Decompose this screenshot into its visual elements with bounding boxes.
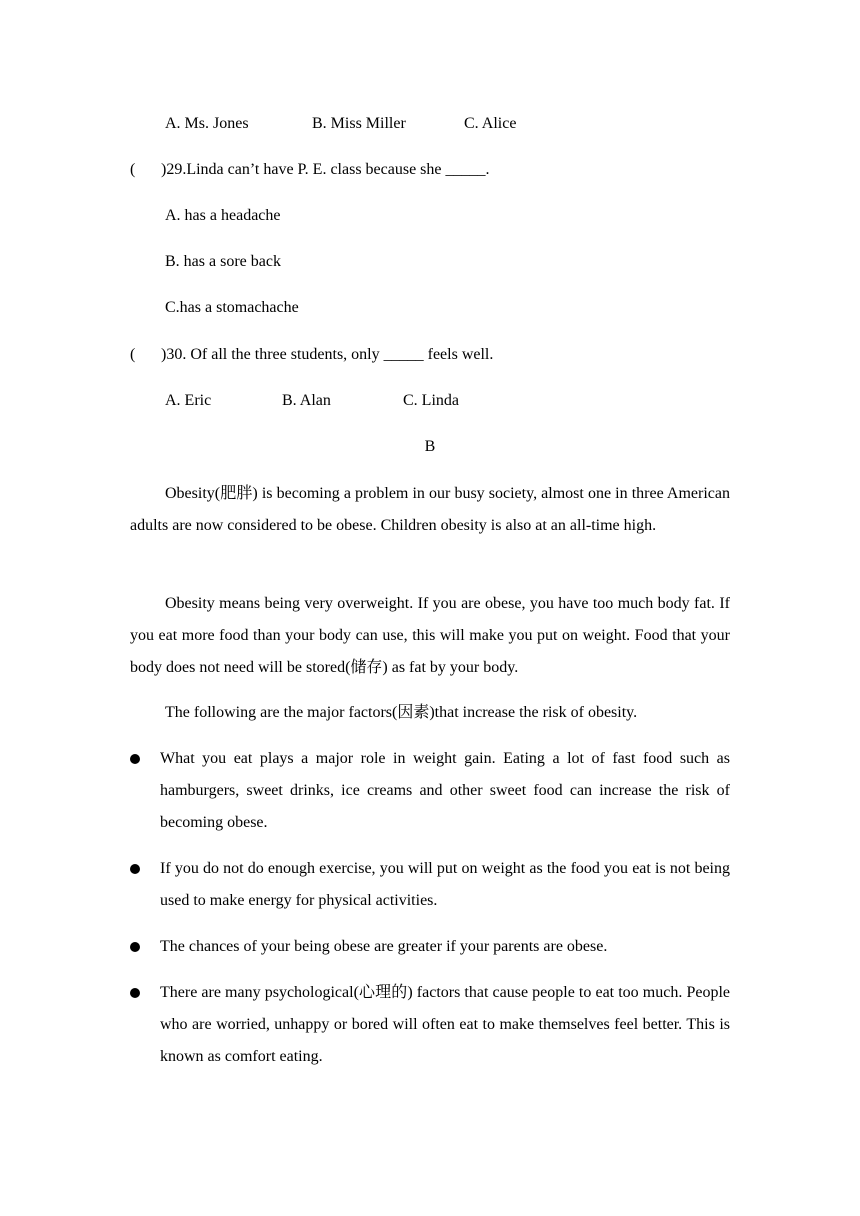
q30-option-b: B. Alan (282, 392, 331, 409)
list-item (130, 931, 730, 963)
q30-option-a: A. Eric (165, 392, 212, 409)
list-item-text: If you do not do enough exercise, you will put on weight as the food you eat is not being used to make energy for physical activities. (160, 860, 730, 909)
q29-text: )29.Linda can’t have P. E. class because she _____. (161, 161, 490, 178)
list-item (130, 853, 730, 917)
section-heading: B (424, 438, 436, 455)
q29-option-a: A. has a headache (165, 207, 281, 224)
q30-text: )30. Of all the three students, only _____ feels well. (161, 346, 494, 363)
bullet-icon (130, 754, 140, 764)
q28-option-c: C. Alice (464, 115, 517, 132)
q28-option-b: B. Miss Miller (312, 115, 406, 132)
bullet-icon (130, 864, 140, 874)
paragraph-2: Obesity means being very overweight. If you are obese, you have too much body fat. If you eat more food than your body can use, this will make you put on weight. Food that your body does not need will be stored(储存) as fat by your body. (130, 595, 730, 676)
list-item-text: There are many psychological(心理的) factors that cause people to eat too much. People who are worried, unhappy or bored will often eat to make themselves feel better. This is known as comfort eating. (160, 984, 730, 1065)
list-item (130, 743, 730, 839)
list-item-text: What you eat plays a major role in weight gain. Eating a lot of fast food such as hamburgers, sweet drinks, ice creams and other sweet food can increase the risk of becoming obese. (160, 750, 730, 831)
q28-option-a: A. Ms. Jones (165, 115, 249, 132)
q30-option-c: C. Linda (403, 392, 459, 409)
list-item (130, 977, 730, 1073)
bullet-icon (130, 988, 140, 998)
q29-answer-paren: ( (130, 161, 136, 178)
paragraph-1: Obesity(肥胖) is becoming a problem in our busy society, almost one in three American adults are now considered to be obese. Children obesity is also at an all-time high. (130, 485, 730, 534)
q29-option-b: B. has a sore back (165, 253, 281, 270)
q30-answer-paren: ( (130, 346, 136, 363)
q29-option-c: C.has a stomachache (165, 299, 299, 316)
bullet-icon (130, 942, 140, 952)
paragraph-3: The following are the major factors(因素)that increase the risk of obesity. (165, 704, 638, 721)
list-item-text: The chances of your being obese are greater if your parents are obese. (160, 938, 608, 955)
